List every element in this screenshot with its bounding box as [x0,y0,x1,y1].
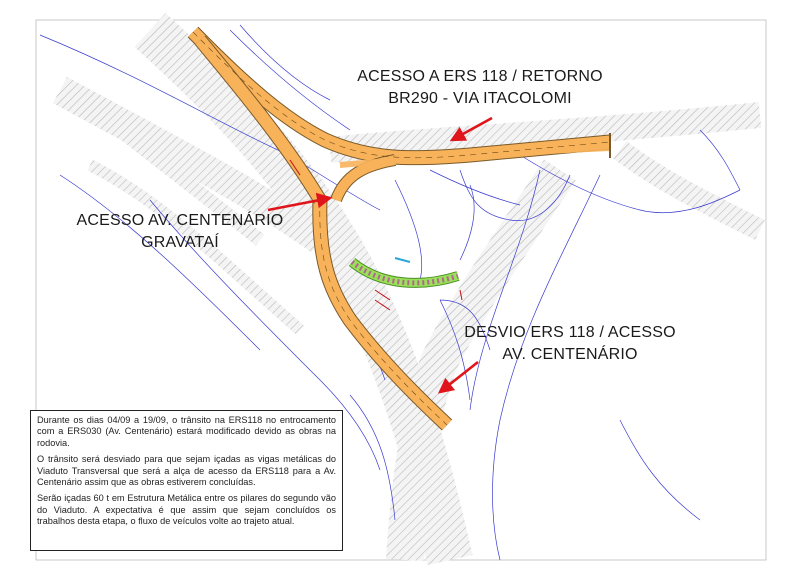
label-centenario-line1: ACESSO AV. CENTENÁRIO [76,212,284,229]
notice-paragraph-1: Durante os dias 04/09 a 19/09, o trânsito na ERS118 no entrocamento com a ERS030 (Av. Centenário) estará modificado devido as obras na rodovia. [37,415,336,448]
notice-paragraph-2: O trânsito será desviado para que sejam içadas as vigas metálicas do Viaduto Transversal que será a alça de acesso da ERS118 para a Av. Centenário assim que as obras estiverem concluídas. [37,454,336,488]
label-retorno-line2: BR290 - VIA ITACOLOMI [388,90,572,107]
label-acesso-centenario [70,210,290,254]
notice-paragraph-3: Serão içadas 60 t em Estrutura Metálica entre os pilares do segundo vão do Viaduto. A expectativa é que assim que sejam concluídos os trabalhos desta etapa, o fluxo de veículos volte ao trajeto atual. [37,493,336,527]
label-desvio [445,322,695,366]
label-retorno-line1: ACESSO A ERS 118 / RETORNO [357,68,603,85]
notice-box [30,410,343,551]
label-centenario-line2: GRAVATAÍ [141,234,219,251]
label-desvio-line2: AV. CENTENÁRIO [502,346,638,363]
label-desvio-line1: DESVIO ERS 118 / ACESSO [464,324,676,341]
label-acesso-retorno [330,66,630,110]
